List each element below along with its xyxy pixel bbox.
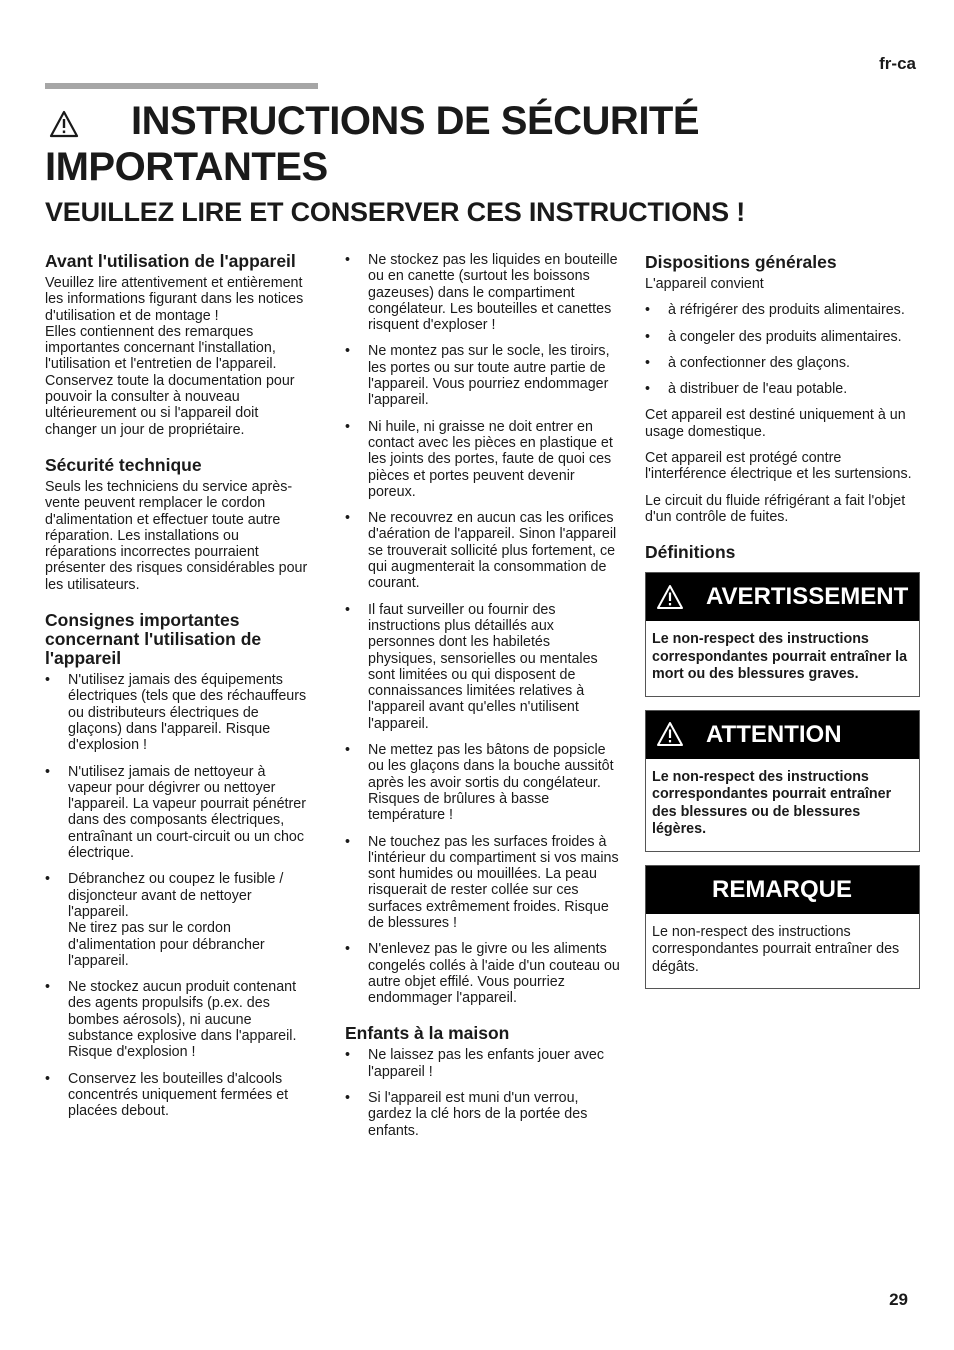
bullet-list (345, 252, 621, 1006)
paragraph: Le circuit du fluide réfrigérant a fait l'objet d'un contrôle de fuites. (645, 492, 906, 525)
section-avant (45, 252, 311, 438)
page-title-text: INSTRUCTIONS DE SÉCURITÉ IMPORTANTES (45, 99, 700, 189)
warning-icon (656, 721, 684, 748)
warning-icon (49, 104, 79, 146)
list-item: • à réfrigérer des produits alimentaires. (645, 302, 920, 318)
list-item (45, 871, 311, 969)
list-item: • Ni huile, ni graisse ne doit entrer en contact avec les pièces en plastique et les joints des portes, faute de quoi ces pièces et portes peuvent devenir poreux. (345, 419, 621, 500)
section-heading: Définitions (645, 542, 736, 563)
list-item: • Ne mettez pas les bâtons de popsicle ou les glaçons dans la bouche aussitôt après les avoir sortis du congélateur. Risques de brûlures à basse température ! (345, 742, 621, 823)
list-item: • Ne recouvrez en aucun cas les orifices d'aération de l'appareil. Sinon l'appareil se trouverait sollicité plus fortement, ce qui augmenterait la consommation de courant. (345, 510, 621, 591)
attention-text: Le non-respect des instructions correspondantes pourrait entraîner des blessures ou de blessures légères. (652, 768, 892, 838)
attention-header (646, 711, 919, 759)
section-dispositions (645, 253, 920, 525)
list-item: • N'utilisez jamais de nettoyeur à vapeur pour dégivrer ou nettoyer l'appareil. La vapeur pourrait pénétrer dans des composants électriques, entraînant un court-circuit ou un choc électrique. (45, 764, 311, 862)
list-item: • Ne stockez aucun produit contenant des agents propulsifs (p.ex. des bombes aérosols), ni aucune substance explosive dans l'appareil. Risque d'explosion ! (45, 979, 311, 1060)
list-item: • à confectionner des glaçons. (645, 355, 920, 371)
section-heading: Dispositions générales (645, 252, 837, 272)
attention-box (645, 710, 920, 852)
list-item: • Ne touchez pas les surfaces froides à l'intérieur du compartiment si vos mains sont humides ou mouillées. La peau risquerait de rester collée sur ces surfaces extrêmement froides. Risque de blessures ! (345, 834, 621, 932)
title-rule (45, 83, 318, 89)
remarque-text: Le non-respect des instructions correspondantes pourrait entraîner des dégâts. (652, 923, 900, 975)
column-left (45, 252, 311, 1137)
list-item: • à distribuer de l'eau potable. (645, 381, 920, 397)
section-enfants (345, 1024, 621, 1138)
bullet-list (645, 302, 920, 397)
avertissement-text: Le non-respect des instructions correspondantes pourrait entraîner la mort ou des blessures graves. (652, 631, 908, 683)
list-item: • Si l'appareil est muni d'un verrou, gardez la clé hors de la portée des enfants. (345, 1090, 621, 1139)
page-subtitle: VEUILLEZ LIRE ET CONSERVER CES INSTRUCTIONS ! (45, 197, 746, 227)
avertissement-box (645, 572, 920, 697)
list-item: • Il faut surveiller ou fournir des instructions plus détaillés aux personnes dont les habiletés physiques, sensorielles ou mentales sont limitées ou qui disposent de connaissances limitées relatives à l'appareil avant qu'elles n'utilisent l'appareil. (345, 602, 621, 732)
list-item: • Ne laissez pas les enfants jouer avec l'appareil ! (345, 1047, 621, 1080)
avertissement-header (646, 573, 919, 621)
section-definitions (645, 543, 920, 989)
paragraph: Elles contiennent des remarques importantes concernant l'installation, l'utilisation et l'entretien de l'appareil. Conservez toute la documentation pour pouvoir la consulter à nouveau ultérieurement ou si l'appareil doit changer un jour de propriétaire. (45, 323, 295, 438)
warning-icon (656, 584, 684, 611)
section-securite (45, 456, 311, 593)
section-heading: Enfants à la maison (345, 1023, 510, 1044)
list-item: • Ne stockez pas les liquides en bouteille ou en canette (surtout les boissons gazeuses) dans le compartiment congélateur. Les bouteilles et canettes risquent d'exploser ! (345, 252, 621, 333)
paragraph: L'appareil convient (645, 276, 764, 292)
paragraph: Veuillez lire attentivement et entièrement les informations figurant dans les notices d'utilisation et de montage ! (45, 275, 304, 324)
column-right (645, 253, 920, 1002)
paragraph: Seuls les techniciens du service après-vente peuvent remplacer le cordon d'alimentation et effectuer toute autre réparation. Les installations ou réparations incorrectes pourraient présenter des risques considérables pour les utilisateurs. (45, 478, 308, 593)
section-heading: Sécurité technique (45, 454, 202, 475)
attention-title: ATTENTION (706, 720, 842, 748)
bullet-list (45, 672, 311, 1119)
avertissement-title: AVERTISSEMENT (706, 583, 909, 611)
list-item: • Ne montez pas sur le socle, les tiroirs, les portes ou sur toute autre partie de l'appareil. Vous pourriez endommager l'appareil. (345, 343, 621, 408)
section-consignes (45, 611, 311, 1119)
section-heading: Consignes importantes concernant l'utilisation de l'appareil (45, 610, 262, 669)
list-item: • Conservez les bouteilles d'alcools concentrés uniquement fermées et placées debout. (45, 1071, 311, 1120)
bullet-list (345, 1047, 621, 1138)
remarque-title: REMARQUE (712, 875, 853, 903)
remarque-box (645, 865, 920, 990)
list-item: • N'enlevez pas le givre ou les aliments congelés collés à l'aide d'un couteau ou autre objet effilé. Vous pourriez endommager l'appareil. (345, 941, 621, 1006)
remarque-header (646, 866, 919, 914)
column-middle (345, 252, 621, 1157)
paragraph: Cet appareil est protégé contre l'interférence électrique et les surtensions. (645, 450, 912, 483)
page-number: 29 (889, 1290, 908, 1309)
paragraph: Cet appareil est destiné uniquement à un usage domestique. (645, 407, 906, 440)
language-code: fr-ca (879, 54, 916, 73)
list-item: • N'utilisez jamais des équipements électriques (tels que des réchauffeurs ou distributeurs électriques de glaçons) dans l'appareil. Risque d'explosion ! (45, 672, 311, 753)
list-item-text: Débranchez ou coupez le fusible / disjoncteur avant de nettoyer l'appareil. (68, 871, 284, 920)
list-item: • à congeler des produits alimentaires. (645, 329, 920, 345)
section-heading: Avant l'utilisation de l'appareil (45, 251, 296, 271)
list-item-text: Ne tirez pas sur le cordon d'alimentation pour débrancher l'appareil. (68, 920, 265, 969)
page-title (45, 100, 905, 188)
